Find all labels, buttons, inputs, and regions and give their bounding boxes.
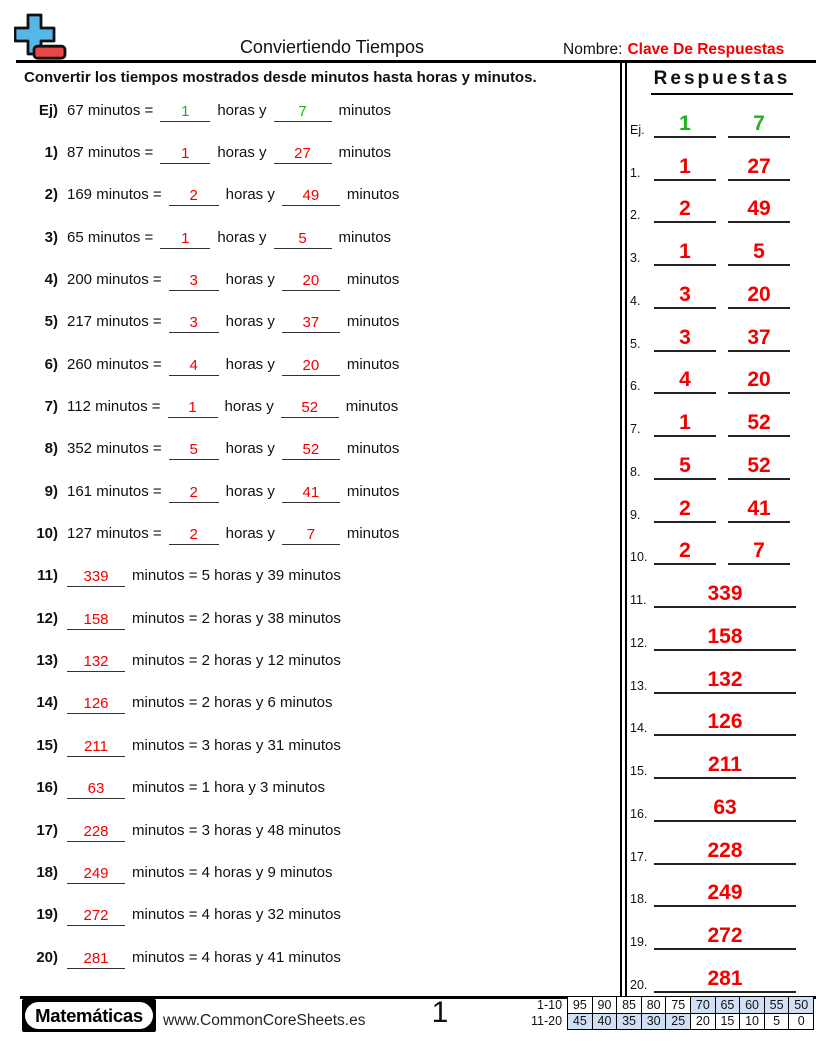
answers-panel-title (628, 68, 816, 95)
score-cell: 15 (715, 1013, 740, 1030)
hours-answer-blank: 2 (169, 522, 219, 545)
problem-row (24, 258, 616, 300)
score-cell: 80 (641, 997, 666, 1014)
header-divider (16, 60, 816, 63)
score-cell: 70 (691, 997, 716, 1014)
minutes-answer-blank: 7 (282, 522, 340, 545)
minutes-answer-blank: 7 (274, 99, 332, 122)
problem-number: 17) (36, 821, 58, 839)
hours-answer-blank: 2 (169, 480, 219, 503)
answer-row (630, 865, 812, 908)
answer-hours-blank: 3 (654, 327, 716, 352)
answer-minutes-blank: 52 (728, 455, 790, 480)
page-title: Conviertiendo Tiempos (228, 37, 436, 62)
minutes-value-blank: 132 (67, 649, 125, 672)
problem-number: 11) (37, 567, 58, 585)
problem-row (24, 724, 616, 766)
answer-value-blank: 158 (654, 626, 796, 651)
website-text: www.CommonCoreSheets.es (163, 1012, 366, 1029)
answer-number: 5. (630, 336, 641, 351)
answer-value-blank: 126 (654, 711, 796, 736)
problem-number: 16) (36, 779, 58, 797)
answer-minutes-blank: 41 (728, 498, 790, 523)
score-range-label: 1-10 (537, 997, 563, 1012)
answer-hours-blank: 2 (654, 198, 716, 223)
hours-answer-blank: 2 (169, 183, 219, 206)
answer-number: 7. (630, 422, 641, 436)
page-number: 1 (431, 996, 449, 1029)
answer-value-blank: 272 (654, 925, 796, 950)
answer-hours-blank: 1 (654, 412, 716, 437)
answer-row (630, 138, 812, 181)
score-cell: 60 (740, 997, 765, 1014)
problem-end-text: minutos (346, 313, 400, 331)
problem-end-text: minutos (338, 144, 392, 162)
answer-number: 1. (630, 165, 641, 180)
problem-number: 6) (44, 355, 58, 373)
score-table-body (531, 997, 813, 1030)
problem-row (24, 555, 616, 597)
answer-row (630, 523, 812, 566)
problem-mid-text: horas y (225, 482, 275, 500)
answer-number: 19. (630, 935, 648, 949)
minutes-answer-blank: 49 (282, 183, 340, 206)
problem-row (24, 428, 616, 470)
problem-rest-text: minutos = 4 horas y 9 minutos (132, 863, 333, 881)
problem-mid-text: horas y (217, 228, 267, 246)
name-label: Nombre: (563, 41, 623, 58)
answer-minutes-blank: 7 (728, 540, 790, 565)
brand-logo-label: Matemáticas (25, 1002, 153, 1029)
score-cell: 30 (641, 1013, 666, 1030)
answer-minutes-blank: 37 (728, 327, 790, 352)
problem-number: 20) (36, 948, 58, 966)
answer-hours-blank: 4 (654, 369, 716, 394)
problem-row (24, 597, 616, 639)
answer-hours-blank: 2 (654, 540, 716, 565)
answer-number: 13. (630, 678, 648, 693)
problem-row (24, 343, 616, 385)
answer-number: 17. (630, 849, 648, 864)
answer-hours-blank: 2 (654, 498, 716, 523)
problem-mid-text: horas y (225, 525, 275, 543)
score-cell: 45 (568, 1013, 593, 1030)
answer-row (630, 907, 812, 950)
minutes-value-blank: 211 (67, 734, 125, 757)
problem-end-text: minutos (346, 525, 400, 543)
problem-number: 19) (36, 906, 58, 924)
hours-answer-blank: 5 (169, 437, 219, 460)
problem-mid-text: horas y (217, 101, 267, 119)
answer-number: 15. (630, 764, 648, 778)
problem-number: 18) (36, 863, 58, 881)
problem-mid-text: horas y (224, 398, 274, 416)
problem-number: 8) (44, 440, 58, 458)
answer-row (630, 266, 812, 309)
answer-hours-blank: 1 (654, 241, 716, 266)
answer-minutes-blank: 52 (728, 412, 790, 437)
answer-number: 9. (630, 507, 641, 522)
answer-number: 3. (630, 251, 641, 265)
problem-question: 161 minutos = (67, 482, 162, 500)
minutes-value-blank: 63 (67, 776, 125, 799)
problem-question: 67 minutos = (67, 101, 154, 119)
answer-number: 8. (630, 464, 641, 479)
column-divider (620, 63, 627, 996)
minutes-value-blank: 272 (67, 903, 125, 926)
problem-question: 260 minutos = (67, 355, 162, 373)
problem-number: 14) (36, 694, 58, 712)
answer-number: 4. (630, 293, 641, 308)
score-row (531, 1013, 813, 1030)
answer-minutes-blank: 5 (728, 241, 790, 266)
problem-number: 2) (44, 186, 58, 204)
answer-row (630, 736, 812, 779)
minutes-value-blank: 281 (67, 946, 125, 969)
answer-number: 10. (630, 550, 648, 565)
problem-number: 13) (36, 652, 58, 670)
answer-minutes-blank: 49 (728, 198, 790, 223)
score-cell: 50 (789, 997, 814, 1014)
score-cell: 65 (715, 997, 740, 1014)
problem-rest-text: minutos = 5 horas y 39 minutos (132, 567, 341, 585)
problem-question: 200 minutos = (67, 271, 162, 289)
answer-value-blank: 249 (654, 882, 796, 907)
problem-row (24, 131, 616, 173)
problem-rest-text: minutos = 3 horas y 48 minutos (132, 821, 341, 839)
problem-mid-text: horas y (217, 144, 267, 162)
hours-answer-blank: 1 (168, 395, 218, 418)
answer-row (630, 651, 812, 694)
problem-number: 4) (44, 271, 58, 289)
score-cell: 35 (617, 1013, 642, 1030)
score-range-label: 11-20 (531, 1014, 563, 1029)
score-cell: 20 (691, 1013, 716, 1030)
minutes-value-blank: 126 (67, 691, 125, 714)
problem-rest-text: minutos = 4 horas y 32 minutos (132, 906, 341, 924)
problem-question: 65 minutos = (67, 228, 154, 246)
score-cell: 85 (617, 997, 642, 1014)
minutes-answer-blank: 27 (274, 141, 332, 164)
answer-row (630, 779, 812, 822)
problem-question: 352 minutos = (67, 440, 162, 458)
problem-question: 87 minutos = (67, 144, 154, 162)
answer-value-blank: 339 (654, 583, 796, 608)
minutes-answer-blank: 37 (282, 310, 340, 333)
answer-number: 18. (630, 892, 648, 907)
score-cell: 0 (789, 1013, 814, 1030)
answer-row (630, 694, 812, 737)
answer-row (630, 437, 812, 480)
score-cell: 10 (740, 1013, 765, 1030)
score-table (531, 996, 814, 1030)
problem-row (24, 894, 616, 936)
answer-number: 14. (630, 721, 648, 736)
problem-rest-text: minutos = 1 hora y 3 minutos (132, 779, 326, 797)
answer-key-label: Clave De Respuestas (627, 41, 785, 58)
problem-number: Ej) (38, 101, 58, 119)
score-cell: 40 (592, 1013, 617, 1030)
answer-row (630, 352, 812, 395)
problem-end-text: minutos (346, 271, 400, 289)
hours-answer-blank: 3 (169, 268, 219, 291)
answer-row (630, 223, 812, 266)
answer-minutes-blank: 27 (728, 156, 790, 181)
problem-question: 127 minutos = (67, 525, 162, 543)
score-row (531, 997, 813, 1014)
answer-number: 12. (630, 635, 648, 650)
problem-rest-text: minutos = 2 horas y 12 minutos (132, 652, 341, 670)
problem-number: 9) (44, 482, 58, 500)
problem-mid-text: horas y (225, 186, 275, 204)
problem-row (24, 216, 616, 258)
problem-row (24, 639, 616, 681)
problem-rest-text: minutos = 4 horas y 41 minutos (132, 948, 341, 966)
minutes-answer-blank: 20 (282, 353, 340, 376)
problem-mid-text: horas y (225, 313, 275, 331)
hours-answer-blank: 1 (160, 141, 210, 164)
problem-end-text: minutos (346, 440, 400, 458)
answer-hours-blank: 5 (654, 455, 716, 480)
problem-question: 169 minutos = (67, 186, 162, 204)
answer-number: Ej. (630, 122, 645, 137)
score-cell: 5 (764, 1013, 789, 1030)
problem-number: 10) (36, 525, 58, 543)
minutes-value-blank: 249 (67, 861, 125, 884)
problem-row (24, 851, 616, 893)
problem-row (24, 512, 616, 554)
problems-list (24, 89, 616, 978)
problem-end-text: minutos (338, 101, 392, 119)
problem-number: 3) (44, 228, 58, 246)
name-field (563, 41, 784, 59)
score-cell: 95 (568, 997, 593, 1014)
plus-minus-logo-icon (14, 13, 68, 61)
score-cell: 75 (666, 997, 691, 1014)
problem-row (24, 936, 616, 978)
problem-end-text: minutos (338, 228, 392, 246)
minutes-answer-blank: 52 (282, 437, 340, 460)
answer-hours-blank: 1 (654, 156, 716, 181)
problem-end-text: minutos (345, 398, 399, 416)
problem-question: 217 minutos = (67, 313, 162, 331)
answer-number: 11. (630, 593, 647, 607)
answer-row (630, 309, 812, 352)
score-cell: 25 (666, 1013, 691, 1030)
hours-answer-blank: 1 (160, 226, 210, 249)
problem-row (24, 301, 616, 343)
answer-value-blank: 132 (654, 669, 796, 694)
problem-row (24, 385, 616, 427)
minutes-answer-blank: 20 (282, 268, 340, 291)
brand-logo (22, 999, 156, 1032)
answer-hours-blank: 1 (654, 113, 716, 138)
answer-number: 20. (630, 977, 648, 992)
problem-number: 5) (44, 313, 58, 331)
minutes-answer-blank: 41 (282, 480, 340, 503)
score-cell: 90 (592, 997, 617, 1014)
problem-row (24, 682, 616, 724)
answer-minutes-blank: 20 (728, 284, 790, 309)
problem-row (24, 767, 616, 809)
answer-row (630, 950, 812, 993)
problem-rest-text: minutos = 2 horas y 6 minutos (132, 694, 333, 712)
answer-number: 2. (630, 208, 641, 223)
answer-row (630, 565, 812, 608)
minutes-value-blank: 158 (67, 607, 125, 630)
answer-row (630, 181, 812, 224)
answer-value-blank: 281 (654, 968, 796, 993)
problem-number: 15) (36, 736, 58, 754)
answer-number: 16. (630, 806, 648, 821)
answer-hours-blank: 3 (654, 284, 716, 309)
hours-answer-blank: 4 (169, 353, 219, 376)
score-cell: 55 (764, 997, 789, 1014)
hours-answer-blank: 1 (160, 99, 210, 122)
problem-row (24, 809, 616, 851)
answer-minutes-blank: 20 (728, 369, 790, 394)
problem-row (24, 470, 616, 512)
problem-mid-text: horas y (225, 440, 275, 458)
instruction-text: Convertir los tiempos mostrados desde minutos hasta horas y minutos. (24, 69, 537, 86)
answer-row (630, 95, 812, 138)
problem-question: 112 minutos = (67, 398, 161, 416)
answer-value-blank: 211 (654, 754, 796, 779)
problem-rest-text: minutos = 2 horas y 38 minutos (132, 609, 341, 627)
minutes-value-blank: 339 (67, 564, 125, 587)
problem-number: 12) (36, 609, 58, 627)
problem-row (24, 89, 616, 131)
problem-number: 7) (44, 398, 58, 416)
problem-rest-text: minutos = 3 horas y 31 minutos (132, 736, 341, 754)
answer-minutes-blank: 7 (728, 113, 790, 138)
answer-value-blank: 228 (654, 840, 796, 865)
answers-title-text: Respuestas (651, 68, 794, 95)
answer-number: 6. (630, 379, 641, 394)
answer-row (630, 394, 812, 437)
problem-end-text: minutos (346, 482, 400, 500)
answers-list (630, 95, 812, 993)
answer-row (630, 822, 812, 865)
problem-mid-text: horas y (225, 355, 275, 373)
answer-value-blank: 63 (654, 797, 796, 822)
problem-number: 1) (44, 144, 58, 162)
problem-end-text: minutos (346, 186, 400, 204)
minutes-answer-blank: 5 (274, 226, 332, 249)
problem-end-text: minutos (346, 355, 400, 373)
answer-row (630, 608, 812, 651)
minutes-answer-blank: 52 (281, 395, 339, 418)
minutes-value-blank: 228 (67, 819, 125, 842)
problem-row (24, 174, 616, 216)
problem-mid-text: horas y (225, 271, 275, 289)
answer-row (630, 480, 812, 523)
hours-answer-blank: 3 (169, 310, 219, 333)
